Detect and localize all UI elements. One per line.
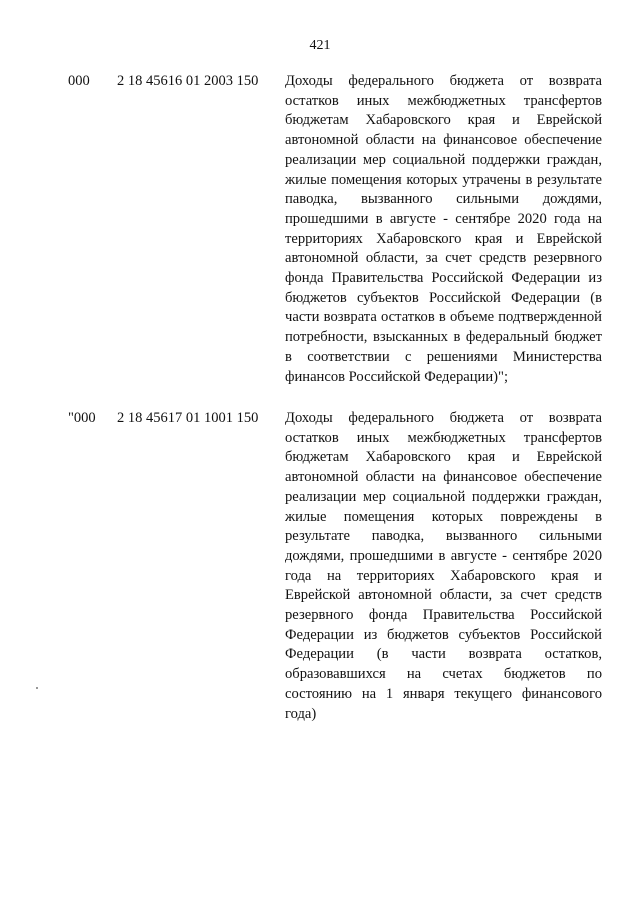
scan-speck bbox=[36, 687, 38, 689]
admin-code: 000 bbox=[68, 73, 90, 89]
kbk-code: 2 18 45617 01 1001 150 bbox=[117, 410, 259, 426]
admin-code: "000 bbox=[68, 410, 96, 426]
kbk-code: 2 18 45616 01 2003 150 bbox=[117, 73, 259, 89]
page-number: 421 bbox=[309, 38, 331, 53]
income-description: Доходы федерального бюджета от возврата остатков иных межбюджетных трансфертов бюджетам Хабаровского края и Еврейской автономной области на финансовое обеспечение реализации мер социальной поддержки граждан, жилые помещения которых повреждены в результате паводка, вызванного сильными дождями, прошедшими в августе - сентябре 2020 года на территориях Хабаровского края и Еврейской автономной области, за счет средств резервного фонда Правительства Российской Федерации из бюджетов субъектов Российской Федерации (в части возврата остатков, образовавшихся на счетах бюджетов по состоянию на 1 января текущего финансового года) bbox=[285, 410, 602, 722]
income-description: Доходы федерального бюджета от возврата остатков иных межбюджетных трансфертов бюджетам Хабаровского края и Еврейской автономной области на финансовое обеспечение реализации мер социальной поддержки граждан, жилые помещения которых утрачены в результате паводка, вызванного сильными дождями, прошедшими в августе - сентябре 2020 года на территориях Хабаровского края и Еврейской автономной области, за счет средств резервного фонда Правительства Российской Федерации из бюджетов субъектов Российской Федерации (в части возврата остатков в объеме подтвержденной потребности, взысканных в федеральный бюджет в соответствии с решениями Министерства финансов Российской Федерации)"; bbox=[285, 73, 602, 385]
